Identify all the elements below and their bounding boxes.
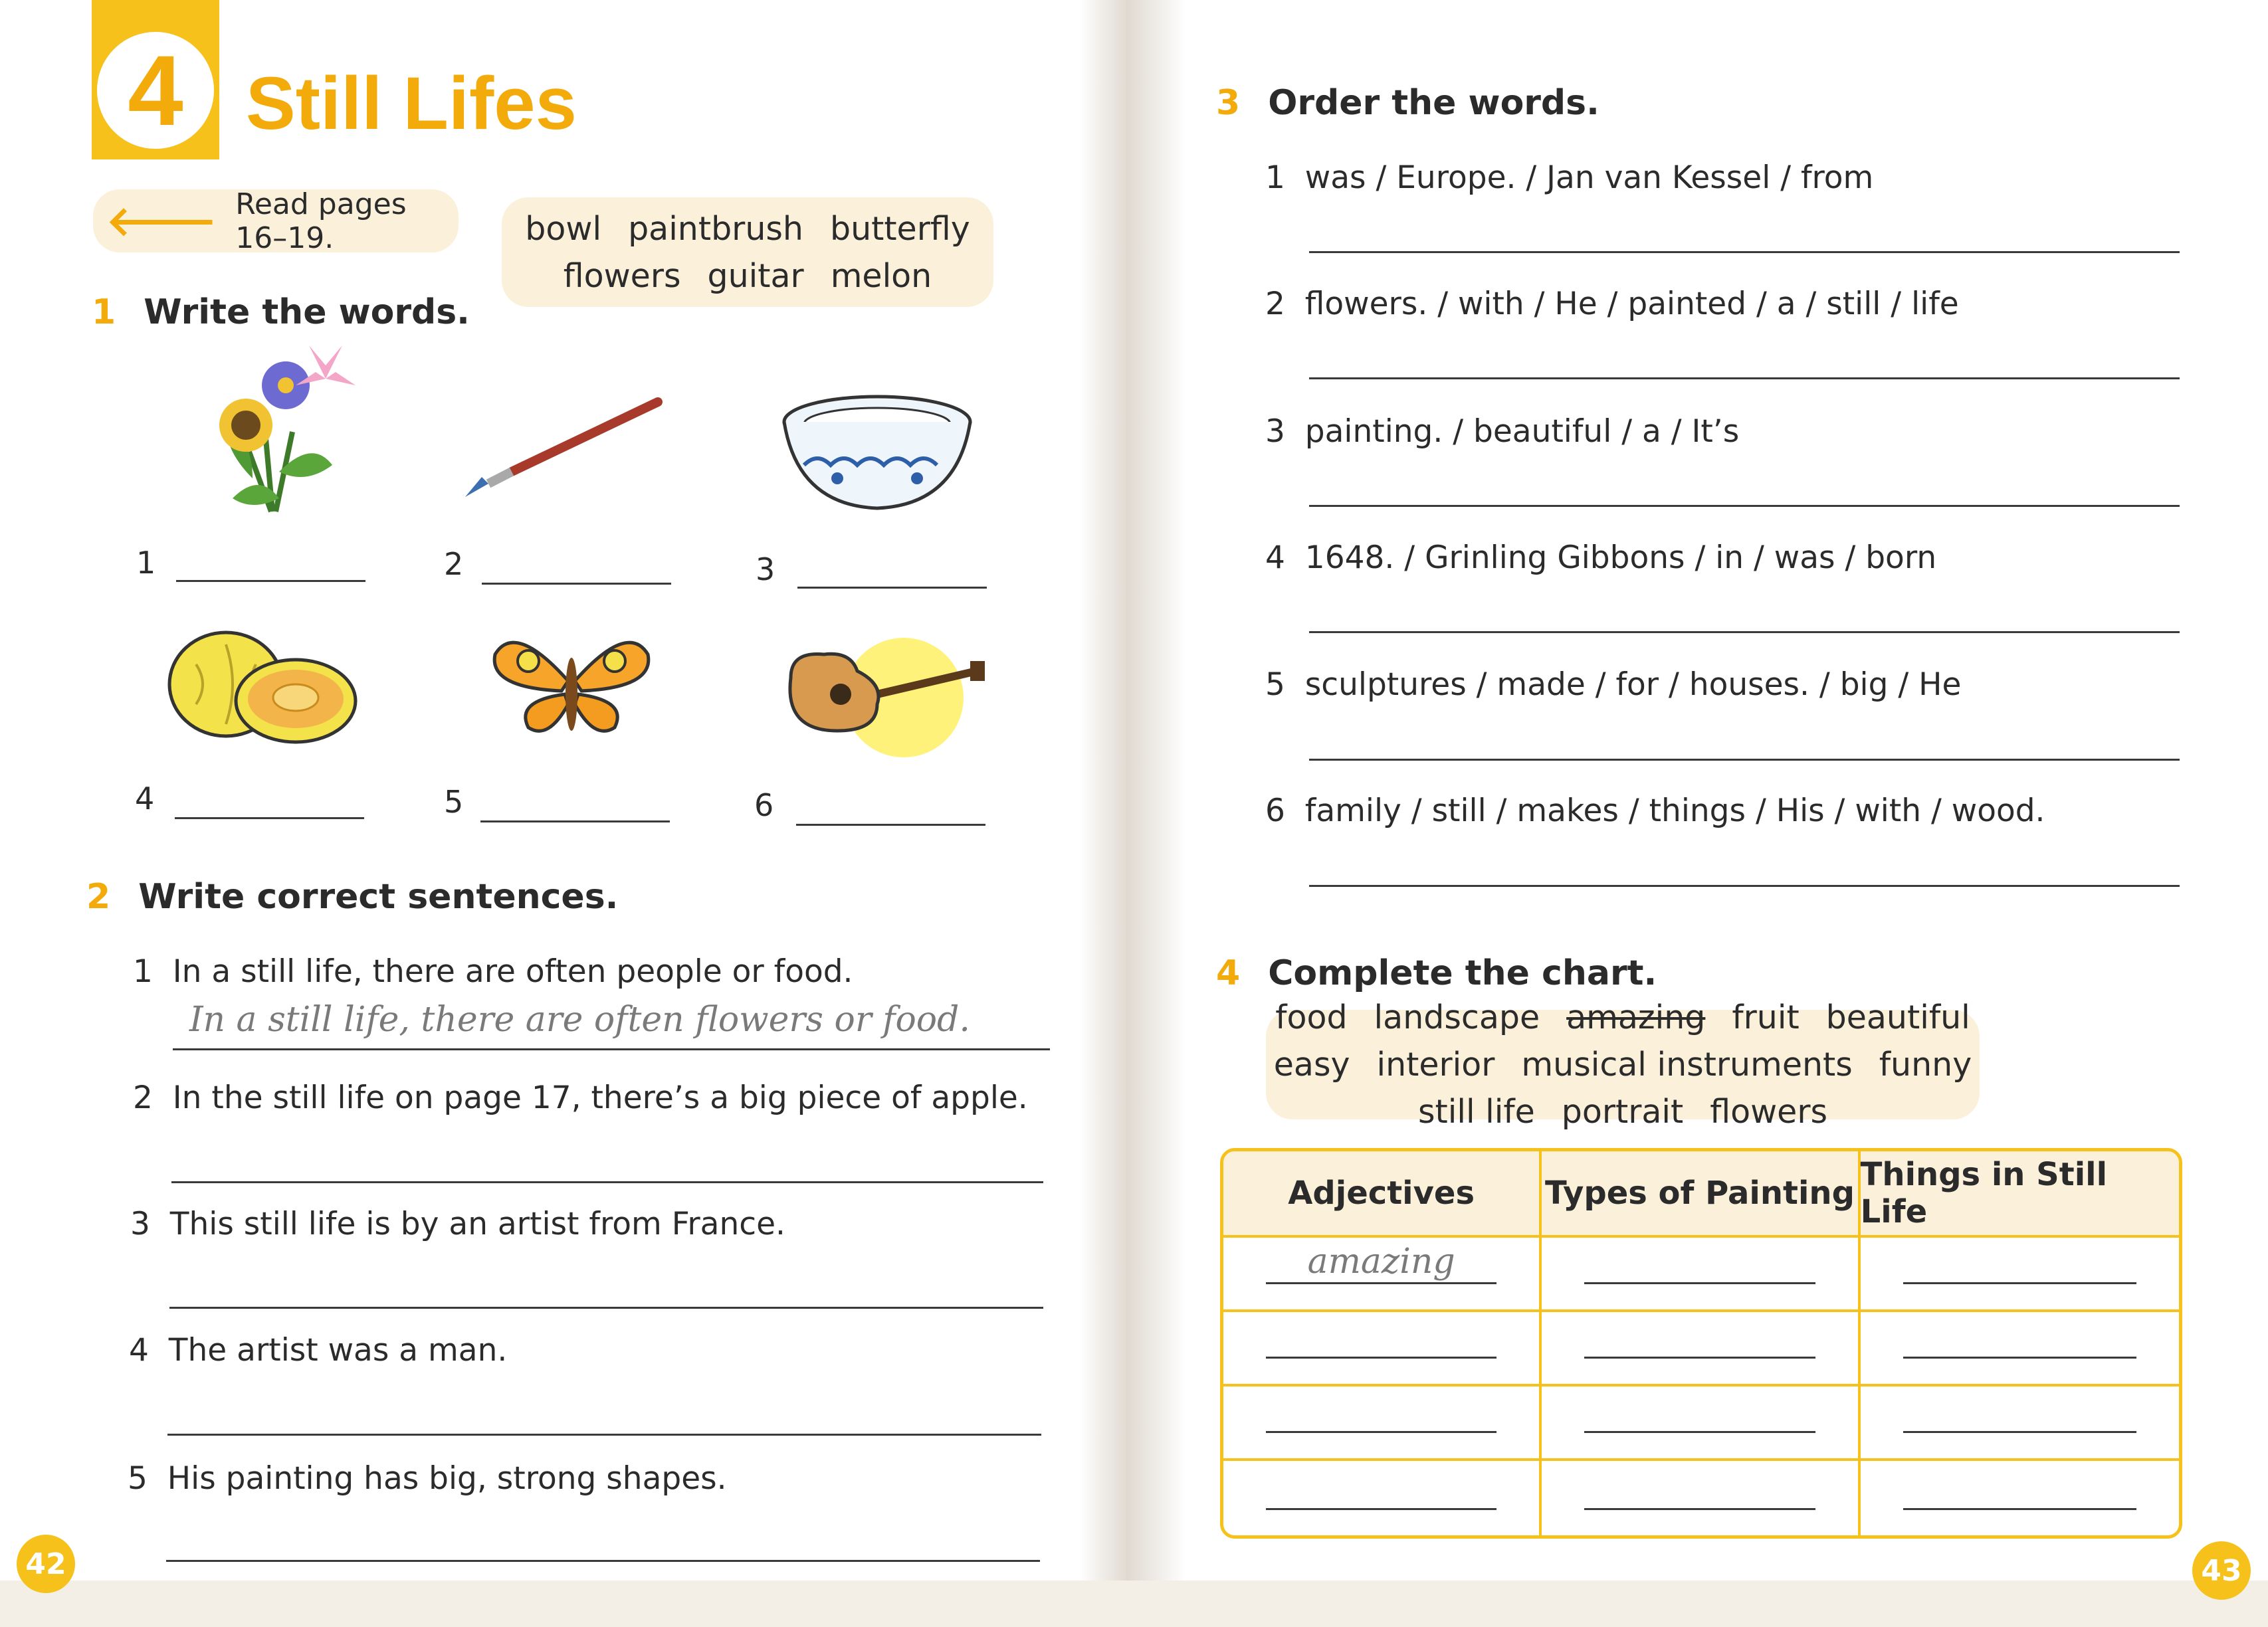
flowers-icon (186, 339, 365, 518)
right-page (1126, 0, 2268, 1627)
word-box-item: paintbrush (628, 209, 803, 248)
exercise-number: 1 (92, 292, 116, 332)
answer-line-1[interactable] (173, 1048, 1050, 1050)
page-number-badge: 42 (17, 1535, 75, 1593)
exercise-number: 2 (86, 877, 111, 917)
exercise-number: 3 (1216, 83, 1241, 123)
chart-cell[interactable] (1542, 1238, 1860, 1312)
chart-column-header: Things in Still Life (1861, 1151, 2179, 1238)
item-number: 1 (133, 953, 153, 990)
chart-cell[interactable] (1861, 1312, 2179, 1387)
item-number: 3 (756, 551, 775, 587)
chart-answer-line (1266, 1357, 1496, 1359)
order-item-3 (1265, 413, 1739, 450)
chart-column-header: Adjectives (1223, 1151, 1542, 1238)
exercise-3-heading (1216, 83, 1599, 123)
chart-answer-line (1584, 1508, 1815, 1510)
word-box-item: landscape (1374, 999, 1540, 1036)
scrambled-words: sculptures / made / for / houses. / big / He (1304, 666, 1962, 703)
read-pages-note (93, 187, 459, 255)
sentence-text: The artist was a man. (168, 1332, 508, 1369)
page-gutter-shadow (1079, 0, 1126, 1627)
chart-answer-line (1903, 1431, 2136, 1433)
sentence-text: In a still life, there are often people or food. (172, 953, 853, 990)
word-box (502, 197, 993, 307)
item-number: 5 (128, 1460, 148, 1497)
sentence-text: This still life is by an artist from France. (169, 1206, 785, 1242)
sentence-text: His painting has big, strong shapes. (167, 1460, 727, 1497)
word-box-item: melon (830, 256, 932, 295)
chart-answer-line (1584, 1282, 1815, 1284)
guitar-icon (777, 631, 990, 757)
example-answer: In a still life, there are often flowers or food. (189, 1000, 970, 1040)
butterfly-icon (488, 628, 655, 744)
answer-blank-3[interactable] (797, 587, 987, 589)
item-number: 2 (1265, 286, 1285, 322)
word-box-item: butterfly (829, 209, 970, 248)
sentence-1 (133, 953, 853, 990)
chart-cell[interactable] (1861, 1461, 2179, 1535)
chart-cell[interactable] (1542, 1461, 1860, 1535)
scrambled-words: was / Europe. / Jan van Kessel / from (1304, 159, 1874, 196)
answer-line-6[interactable] (1309, 885, 2180, 887)
chart-cell[interactable] (1223, 1461, 1542, 1535)
chart-cell[interactable] (1223, 1238, 1542, 1312)
answer-blank-2[interactable] (482, 583, 671, 585)
item-number: 3 (1265, 413, 1285, 450)
word-box-item-crossed: amazing (1566, 999, 1706, 1036)
answer-line-4[interactable] (167, 1434, 1041, 1436)
example-answer: amazing (1307, 1242, 1455, 1282)
answer-blank-4[interactable] (175, 817, 364, 819)
exercise-2-heading (86, 877, 618, 917)
order-item-2 (1265, 286, 1959, 322)
arrow-left-icon: 🡐 (106, 196, 217, 245)
item-number: 4 (135, 781, 155, 816)
item-number: 3 (130, 1206, 150, 1242)
answer-line-4[interactable] (1309, 631, 2180, 633)
chart-cell[interactable] (1861, 1387, 2179, 1461)
item-number: 2 (133, 1080, 153, 1116)
word-box-item: flowers (563, 256, 681, 295)
sentence-4 (129, 1332, 507, 1369)
answer-line-2[interactable] (1309, 377, 2180, 379)
item-number: 6 (1265, 793, 1285, 829)
sentence-3 (130, 1206, 785, 1242)
order-item-4 (1265, 539, 1936, 576)
answer-blank-6[interactable] (796, 824, 985, 826)
page-bottom-edge (1126, 1580, 2268, 1627)
answer-line-1[interactable] (1309, 251, 2180, 253)
exercise-instruction: Write correct sentences. (138, 877, 619, 917)
exercise-1-heading (92, 292, 470, 332)
scrambled-words: flowers. / with / He / painted / a / still / life (1304, 286, 1959, 322)
chart-answer-line (1584, 1431, 1815, 1433)
exercise-4-heading (1216, 953, 1657, 993)
page-gutter-shadow (1126, 0, 1186, 1627)
exercise-instruction: Complete the chart. (1268, 953, 1657, 993)
paintbrush-icon (452, 392, 678, 505)
answer-line-5[interactable] (166, 1560, 1040, 1562)
item-number: 5 (1265, 666, 1285, 703)
chart-cell[interactable] (1223, 1312, 1542, 1387)
scrambled-words: family / still / makes / things / His / with / wood. (1304, 793, 2045, 829)
word-box-item: bowl (525, 209, 602, 248)
sentence-text: In the still life on page 17, there’s a big piece of apple. (172, 1080, 1028, 1116)
answer-line-5[interactable] (1309, 759, 2180, 761)
word-box (1266, 999, 1980, 1131)
item-number: 1 (136, 545, 156, 581)
word-box-item: food (1275, 999, 1348, 1036)
word-box-item: easy (1273, 1046, 1350, 1084)
chart-cell[interactable] (1223, 1387, 1542, 1461)
item-number: 1 (1265, 159, 1285, 196)
chart-cell[interactable] (1542, 1387, 1860, 1461)
chart-answer-line (1266, 1508, 1496, 1510)
answer-line-3[interactable] (169, 1307, 1043, 1309)
unit-title: Still Lifes (246, 62, 577, 145)
chart-cell[interactable] (1542, 1312, 1860, 1387)
answer-line-3[interactable] (1309, 505, 2180, 507)
word-box-item: still life (1418, 1093, 1535, 1131)
word-box-item: funny (1879, 1046, 1972, 1084)
scrambled-words: 1648. / Grinling Gibbons / in / was / born (1304, 539, 1937, 576)
answer-blank-5[interactable] (480, 820, 670, 822)
item-number: 5 (444, 784, 464, 820)
item-number: 4 (1265, 539, 1285, 576)
word-box-item: interior (1376, 1046, 1495, 1084)
word-box-item: musical instruments (1521, 1046, 1853, 1084)
melon-icon (163, 624, 362, 757)
exercise-instruction: Order the words. (1268, 83, 1599, 123)
answer-blank-1[interactable] (176, 580, 365, 582)
item-number: 2 (444, 546, 464, 582)
exercise-instruction: Write the words. (144, 292, 470, 332)
vocabulary-chart (1220, 1148, 2182, 1539)
chart-column-header: Types of Painting (1542, 1151, 1860, 1238)
chart-answer-line (1903, 1357, 2136, 1359)
left-page (0, 0, 1126, 1627)
word-box-item: flowers (1710, 1093, 1827, 1131)
order-item-5 (1265, 666, 1961, 703)
item-number: 4 (129, 1332, 149, 1369)
chart-answer-line (1266, 1431, 1496, 1433)
order-item-1 (1265, 159, 1873, 196)
chart-cell[interactable] (1861, 1238, 2179, 1312)
chart-answer-line (1584, 1357, 1815, 1359)
chart-answer-line (1903, 1282, 2136, 1284)
bowl-icon (777, 392, 977, 518)
chart-answer-line (1903, 1508, 2136, 1510)
read-pages-text: Read pages 16–19. (235, 187, 407, 255)
answer-line-2[interactable] (171, 1181, 1043, 1183)
chart-answer-line (1266, 1282, 1496, 1284)
word-box-item: beautiful (1825, 999, 1970, 1036)
unit-badge (92, 27, 219, 154)
word-box-item: fruit (1732, 999, 1800, 1036)
item-number: 6 (754, 787, 774, 823)
order-item-6 (1265, 793, 2045, 829)
sentence-2 (133, 1080, 1028, 1116)
exercise-number: 4 (1216, 953, 1241, 993)
page-bottom-edge (0, 1580, 1126, 1627)
word-box-item: portrait (1561, 1093, 1684, 1131)
page-number-badge: 43 (2192, 1541, 2251, 1600)
word-box-item: guitar (707, 256, 804, 295)
unit-number: 4 (128, 35, 183, 146)
scrambled-words: painting. / beautiful / a / It’s (1304, 413, 1740, 450)
sentence-5 (128, 1460, 727, 1497)
